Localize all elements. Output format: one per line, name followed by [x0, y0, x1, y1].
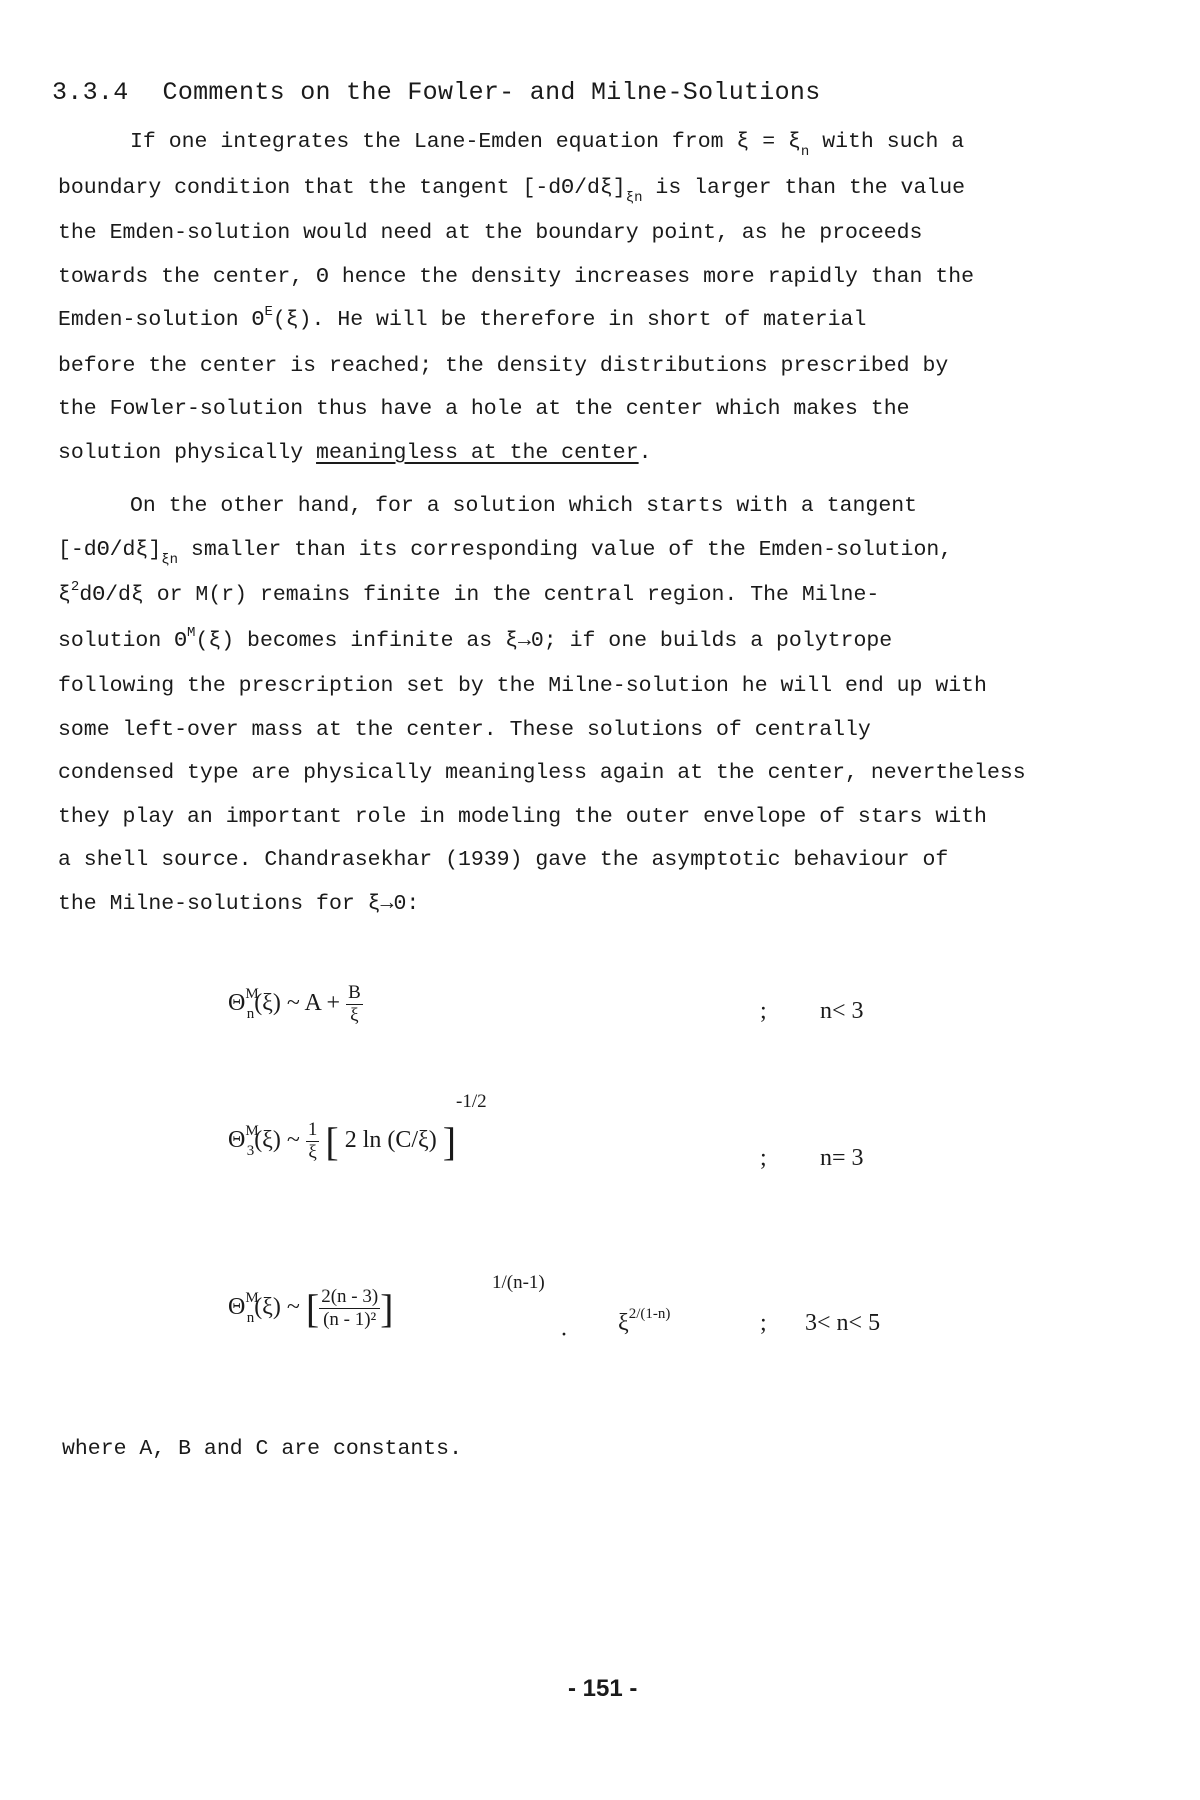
- condition-separator: ;: [760, 1310, 767, 1336]
- text-line: $\xi^2d\Theta/d\xi$ or M(r) remains finite in the central region. The Milne-: [58, 579, 880, 607]
- equation-3-less-n-less-5: $\Theta^M_n(\xi)$ ~ [ $\frac{2(n - 3)}{\text{(n - 1)²}}$ ]: [228, 1286, 394, 1331]
- text-line: some left-over mass at the center. These solutions of centrally: [58, 717, 871, 742]
- text-line: On the other hand, for a solution which starts with a tangent: [130, 494, 918, 518]
- fraction: $\frac{B}{\xi}$: [348, 982, 361, 1026]
- text-line: Emden-solution $\Theta^E(\xi)$. He will be therefore in short of material: [58, 304, 867, 332]
- condition-separator: ;: [760, 1145, 767, 1171]
- condition-separator: ;: [760, 998, 767, 1024]
- equation-3-tail: $\xi^{2/(1-n)}$: [618, 1306, 671, 1336]
- paragraph-fowler: [58, 121, 1118, 475]
- equation-3-dot: ·: [560, 1322, 568, 1348]
- text-line: boundary condition that the tangent $[-d\Theta/d\xi]_{\xi n}$ is larger than the value: [58, 175, 966, 206]
- closing-sentence: where A, B and C are constants.: [62, 1437, 462, 1461]
- fraction: $\frac{2(n - 3)}{\text{(n - 1)²}}$: [321, 1286, 379, 1330]
- text-line: the Fowler-solution thus have a hole at the center which makes the: [58, 397, 910, 421]
- text-line: before the center is reached; the density distributions prescribed by: [58, 353, 949, 378]
- text-line: towards the center, Θ hence the density increases more rapidly than the: [58, 264, 975, 289]
- condition-n-less-3: n< 3: [820, 998, 864, 1024]
- text-line: condensed type are physically meaningless again at the center, nevertheless: [58, 761, 1026, 785]
- text-line: a shell source. Chandrasekhar (1939) gave the asymptotic behaviour of: [58, 848, 949, 872]
- fraction: $\frac{1}{\xi}$: [307, 1119, 318, 1163]
- text-line: following the prescription set by the Milne-solution he will end up with: [58, 674, 987, 698]
- text-line: solution $\Theta^M(\xi)$ becomes infinite as ξ→0; if one builds a polytrope: [58, 624, 893, 653]
- equation-n-less-3: $\Theta^M_n(\xi)$ ~ A + $\frac{B}{\xi}$: [228, 982, 361, 1026]
- section-heading: [52, 78, 821, 107]
- condition-3-less-n-less-5: 3< n< 5: [805, 1310, 881, 1336]
- page-number: - 151 -: [568, 1675, 638, 1702]
- text-line: solution physically meaningless at the center.: [58, 440, 652, 465]
- section-title: Comments on the Fowler- and Milne-Solutions: [162, 78, 821, 107]
- equation-n-equals-3: $\Theta^M_3(\xi)$ ~ $\frac{1}{\xi}$ [ 2 ln (C/ξ) ]$^{-1/2}$: [228, 1091, 487, 1164]
- condition-n-equals-3: n= 3: [820, 1145, 864, 1171]
- equation-3-exponent: 1/(n-1): [492, 1272, 545, 1293]
- text-line: they play an important role in modeling the outer envelope of stars with: [58, 804, 987, 829]
- text-line: the Emden-solution would need at the boundary point, as he proceeds: [58, 221, 923, 245]
- section-number: 3.3.4: [52, 78, 129, 107]
- underlined-phrase: meaningless at the center: [316, 440, 639, 465]
- paragraph-milne: [58, 485, 1118, 926]
- text-line: $[-d\Theta/d\xi]_{\xi n}$ smaller than its corresponding value of the Emden-solution,: [58, 537, 953, 568]
- text-line: the Milne-solutions for ξ→0:: [58, 891, 420, 916]
- text-line: If one integrates the Lane-Emden equation from $\xi = \xi_n$ with such a: [130, 130, 965, 160]
